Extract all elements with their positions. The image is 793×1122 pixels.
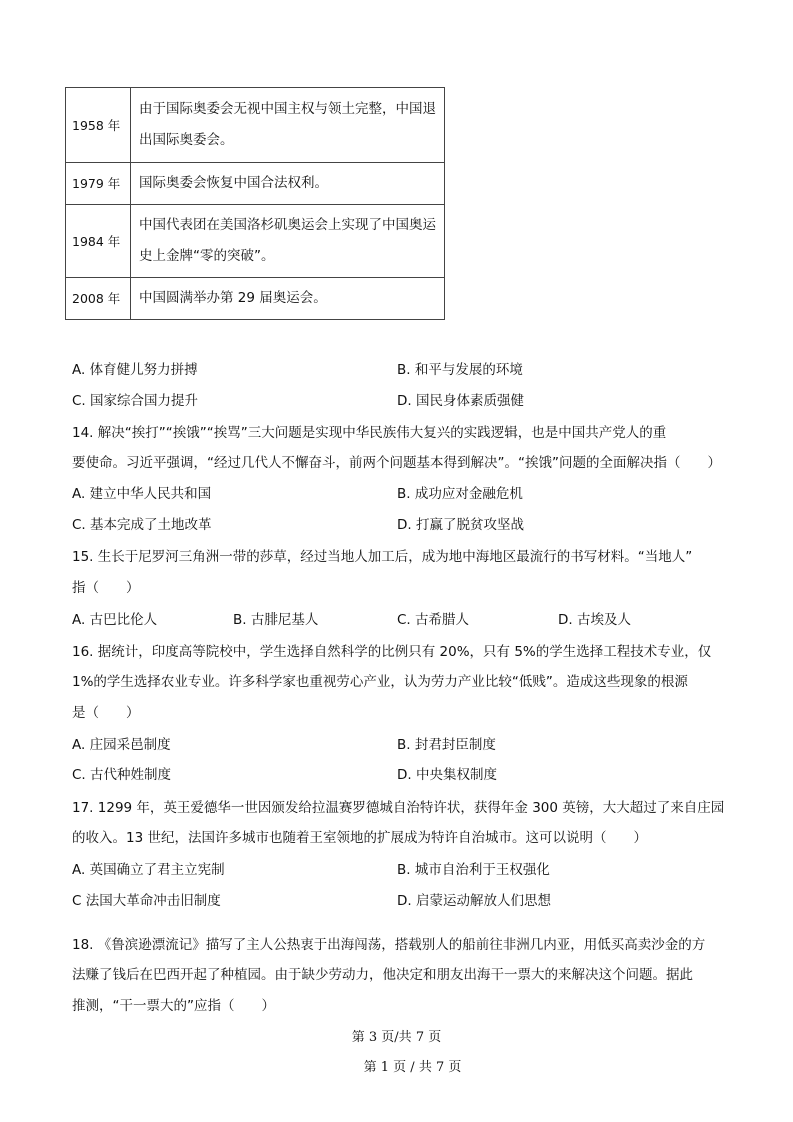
q16-stem-line: 是（ ） bbox=[72, 705, 140, 721]
q15-option-b: B. 古腓尼基人 bbox=[233, 612, 319, 628]
table-row bbox=[66, 163, 445, 205]
q17-option-d: D. 启蒙运动解放人们思想 bbox=[397, 893, 551, 909]
q15-option-a: A. 古巴比伦人 bbox=[72, 612, 158, 628]
inner-page-number: 第 3 页/共 7 页 bbox=[351, 1030, 442, 1045]
q16-option-c: C. 古代种姓制度 bbox=[72, 767, 172, 783]
event-cell: 由于国际奥委会无视中国主权与领土完整，中国退出国际奥委会。 bbox=[131, 88, 445, 163]
q17-option-c: C 法国大革命冲击旧制度 bbox=[72, 893, 221, 909]
year-cell: 1979 年 bbox=[66, 163, 131, 205]
q15-stem-line: 15. 生长于尼罗河三角洲一带的莎草，经过当地人加工后，成为地中海地区最流行的书写材料。“当地人” bbox=[72, 549, 693, 565]
q14-option-b: B. 成功应对金融危机 bbox=[397, 486, 523, 502]
event-cell: 中国代表团在美国洛杉矶奥运会上实现了中国奥运史上金牌“零的突破”。 bbox=[131, 205, 445, 278]
q16-option-d: D. 中央集权制度 bbox=[397, 767, 497, 783]
outer-page-number: 第 1 页 / 共 7 页 bbox=[363, 1060, 462, 1075]
q14-stem-line: 14. 解决“挨打”“挨饿”“挨骂”三大问题是实现中华民族伟大复兴的实践逻辑，也是中国共产党人的重 bbox=[72, 425, 667, 441]
q18-stem-line: 法赚了钱后在巴西开起了种植园。由于缺少劳动力，他决定和朋友出海干一票大的来解决这个问题。据此 bbox=[72, 967, 693, 983]
table-row bbox=[66, 205, 445, 278]
event-cell: 国际奥委会恢复中国合法权利。 bbox=[131, 163, 445, 205]
q16-stem-line: 16. 据统计，印度高等院校中，学生选择自然科学的比例只有 20%，只有 5%的学生选择工程技术专业，仅 bbox=[72, 644, 712, 660]
q14-stem-line: 要使命。习近平强调，“经过几代人不懈奋斗，前两个问题基本得到解决”。“挨饿”问题的全面解决指（ ） bbox=[72, 455, 721, 471]
q17-option-a: A. 英国确立了君主立宪制 bbox=[72, 862, 225, 878]
year-cell: 2008 年 bbox=[66, 278, 131, 320]
event-cell: 中国圆满举办第 29 届奥运会。 bbox=[131, 278, 445, 320]
q16-option-b: B. 封君封臣制度 bbox=[397, 737, 496, 753]
q14-option-d: D. 打赢了脱贫攻坚战 bbox=[397, 517, 524, 533]
year-cell: 1958 年 bbox=[66, 88, 131, 163]
q17-stem-line: 的收入。13 世纪，法国许多城市也随着王室领地的扩展成为特许自治城市。这可以说明（ ） bbox=[72, 830, 647, 846]
q17-option-b: B. 城市自治利于王权强化 bbox=[397, 862, 550, 878]
q17-stem-line: 17. 1299 年，英王爱德华一世因颁发给拉温赛罗德城自治特许状，获得年金 300 英镑，大大超过了来自庄园 bbox=[72, 800, 725, 816]
q16-option-a: A. 庄园采邑制度 bbox=[72, 737, 171, 753]
q15-option-c: C. 古希腊人 bbox=[397, 612, 470, 628]
q18-stem-line: 推测，“干一票大的”应指（ ） bbox=[72, 998, 275, 1014]
q18-stem-line: 18. 《鲁滨逊漂流记》描写了主人公热衷于出海闯荡，搭载别人的船前往非洲几内亚，用低买高卖沙金的方 bbox=[72, 937, 706, 953]
q13-option-b: B. 和平与发展的环境 bbox=[397, 362, 523, 378]
q15-option-d: D. 古埃及人 bbox=[558, 612, 631, 628]
q16-stem-line: 1%的学生选择农业专业。许多科学家也重视劳心产业，认为劳力产业比较“低贱”。造成这些现象的根源 bbox=[72, 674, 688, 690]
olympics-timeline-table bbox=[65, 87, 445, 320]
table-row bbox=[66, 278, 445, 320]
q13-option-c: C. 国家综合国力提升 bbox=[72, 393, 199, 409]
q14-option-a: A. 建立中华人民共和国 bbox=[72, 486, 212, 502]
q14-option-c: C. 基本完成了土地改革 bbox=[72, 517, 212, 533]
year-cell: 1984 年 bbox=[66, 205, 131, 278]
q15-stem-line: 指（ ） bbox=[72, 580, 140, 596]
table-row bbox=[66, 88, 445, 163]
q13-option-d: D. 国民身体素质强健 bbox=[397, 393, 524, 409]
q13-option-a: A. 体育健儿努力拼搏 bbox=[72, 362, 198, 378]
